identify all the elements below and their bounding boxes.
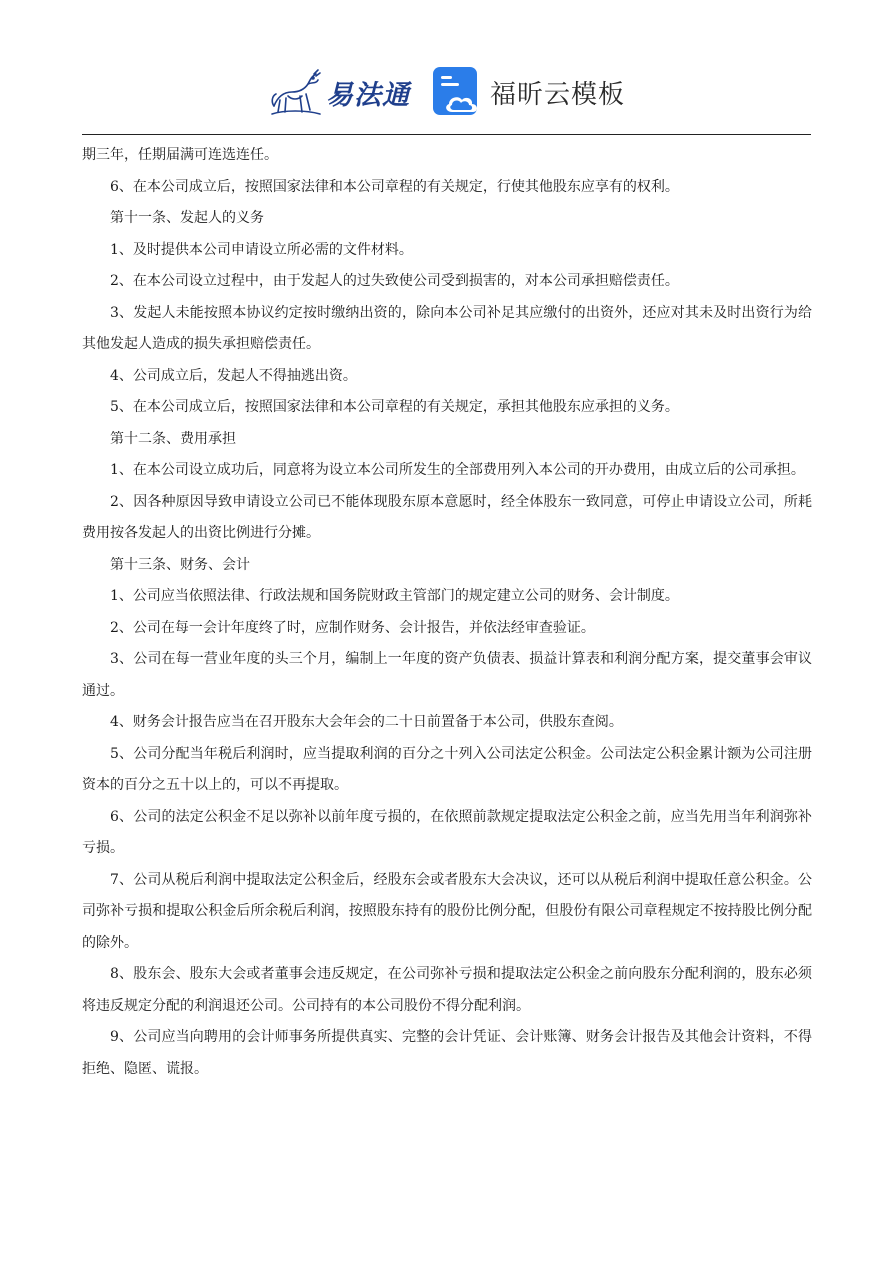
paragraph: 1、在本公司设立成功后，同意将为设立本公司所发生的全部费用列入本公司的开办费用，由成立后的公司承担。 (110, 462, 805, 478)
paragraph: 4、财务会计报告应当在召开股东大会年会的二十日前置备于本公司，供股东查阅。 (110, 714, 623, 730)
paragraph: 2、因各种原因导致申请设立公司已不能体现股东原本意愿时，经全体股东一致同意，可停止申请设立公司，所耗费用按各发起人的出资比例进行分摊。 (82, 493, 812, 541)
section-heading: 第十三条、财务、会计 (110, 556, 250, 573)
brand-left-name: 易法通 (325, 79, 410, 111)
paragraph: 3、公司在每一营业年度的头三个月，编制上一年度的资产负债表、损益计算表和利润分配方案，提交董事会审议通过。 (82, 651, 812, 699)
document-body (82, 140, 812, 1085)
paragraph: 2、在本公司设立过程中，由于发起人的过失致使公司受到损害的，对本公司承担赔偿责任。 (110, 273, 679, 289)
paragraph: 1、公司应当依照法律、行政法规和国务院财政主管部门的规定建立公司的财务、会计制度。 (110, 588, 679, 604)
paragraph: 2、公司在每一会计年度终了时，应制作财务、会计报告，并依法经审查验证。 (110, 619, 595, 636)
qilin-emblem-icon (268, 66, 322, 118)
paragraph: 9、公司应当向聘用的会计师事务所提供真实、完整的会计凭证、会计账簿、财务会计报告及其他会计资料，不得拒绝、隐匿、谎报。 (82, 1029, 812, 1077)
paragraph: 期三年，任期届满可连选连任。 (82, 147, 278, 163)
paragraph: 3、发起人未能按照本协议约定按时缴纳出资的，除向本公司补足其应缴付的出资外，还应对其未及时出资行为给其他发起人造成的损失承担赔偿责任。 (82, 304, 812, 352)
paragraph: 1、及时提供本公司申请设立所必需的文件材料。 (110, 241, 413, 258)
paragraph: 5、在本公司成立后，按照国家法律和本公司章程的有关规定，承担其他股东应承担的义务。 (110, 399, 679, 415)
brand-right-name: 福昕云模板 (489, 79, 625, 110)
brand-left (268, 66, 410, 118)
paragraph: 7、公司从税后利润中提取法定公积金后，经股东会或者股东大会决议，还可以从税后利润中提取任意公积金。公司弥补亏损和提取公积金后所余税后利润，按照股东持有的股份比例分配，但股份有限公司章程规定不按持股比例分配的除外。 (82, 871, 812, 951)
paragraph: 6、在本公司成立后，按照国家法律和本公司章程的有关规定，行使其他股东应享有的权利。 (110, 178, 679, 195)
brand-right (432, 66, 625, 118)
page-header (0, 60, 893, 124)
section-heading: 第十二条、费用承担 (110, 430, 236, 447)
document-cloud-icon (432, 66, 482, 118)
paragraph: 4、公司成立后，发起人不得抽逃出资。 (110, 367, 357, 384)
header-divider (82, 134, 811, 135)
paragraph: 5、公司分配当年税后利润时，应当提取利润的百分之十列入公司法定公积金。公司法定公积金累计额为公司注册资本的百分之五十以上的，可以不再提取。 (82, 745, 812, 793)
paragraph: 8、股东会、股东大会或者董事会违反规定，在公司弥补亏损和提取法定公积金之前向股东分配利润的，股东必须将违反规定分配的利润退还公司。公司持有的本公司股份不得分配利润。 (82, 966, 812, 1014)
paragraph: 6、公司的法定公积金不足以弥补以前年度亏损的，在依照前款规定提取法定公积金之前，应当先用当年利润弥补亏损。 (82, 808, 812, 856)
section-heading: 第十一条、发起人的义务 (110, 210, 264, 226)
